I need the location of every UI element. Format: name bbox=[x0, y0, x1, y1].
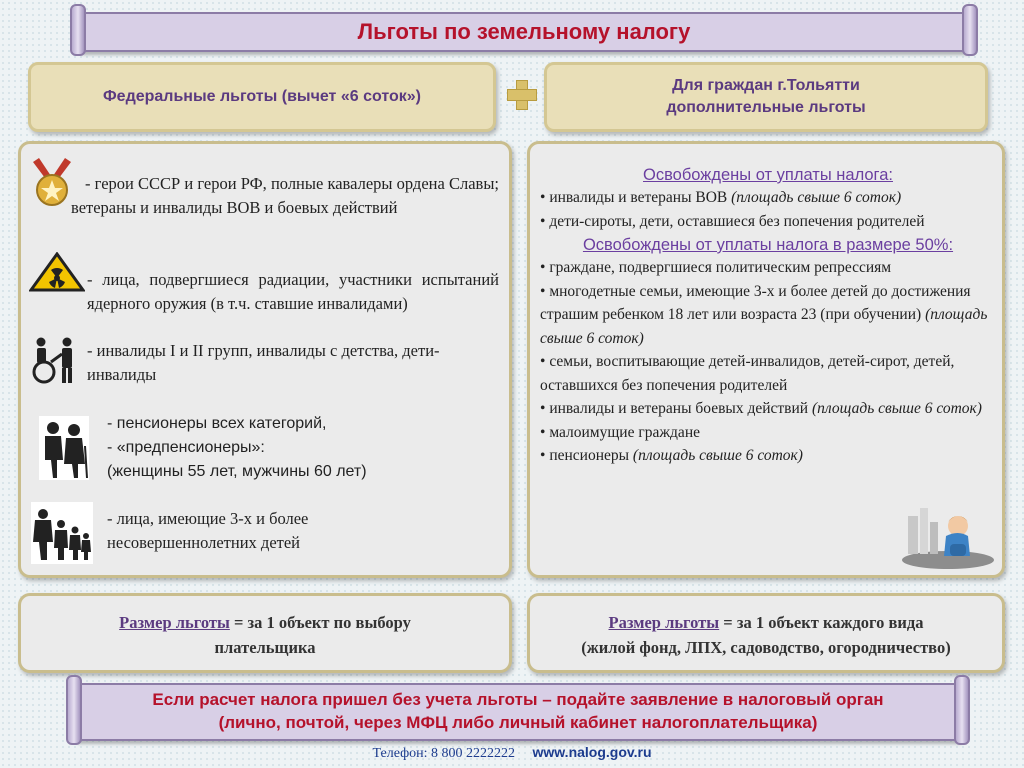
benefit-size-togliatti: Размер льготы = за 1 объект каждого вида (жилой фонд, ЛПХ, садоводство, огородничество) bbox=[527, 593, 1005, 673]
half-exempt-heading: Освобождены от уплаты налога в размере 50%: bbox=[582, 236, 954, 254]
pensioners-icon bbox=[39, 416, 89, 480]
wheelchair-icon bbox=[31, 336, 79, 384]
application-notice-banner bbox=[76, 683, 960, 741]
page-title: Льготы по земельному налогу bbox=[357, 19, 691, 44]
radiation-icon bbox=[29, 252, 85, 292]
list-item: • граждане, подвергшиеся политическим репрессиям bbox=[540, 256, 996, 280]
benefit-size-label: Размер льготы bbox=[119, 613, 230, 632]
federal-item-pensioners: - пенсионеры всех категорий, - «предпенсионеры»: (женщины 55 лет, мужчины 60 лет) bbox=[107, 415, 367, 480]
plus-icon bbox=[507, 80, 535, 108]
togliatti-header-line1: Для граждан г.Тольятти bbox=[672, 76, 860, 94]
federal-item-large-families: - лица, имеющие 3-х и более несовершеннолетних детей bbox=[107, 509, 309, 552]
list-item: • семьи, воспитывающие детей-инвалидов, детей-сирот, детей, оставшихся без попечения родителей bbox=[540, 350, 996, 397]
togliatti-benefits-panel bbox=[527, 141, 1005, 578]
list-item: • инвалиды и ветераны боевых действий (площадь свыше 6 соток) bbox=[540, 397, 996, 421]
federal-item-radiation: - лица, подвергшиеся радиации, участники испытаний ядерного оружия (в т.ч. ставшие инвалидами) bbox=[87, 270, 499, 313]
half-exempt-list bbox=[540, 256, 996, 468]
togliatti-header-line2: дополнительные льготы bbox=[666, 99, 866, 116]
list-item: • пенсионеры (площадь свыше 6 соток) bbox=[540, 444, 996, 468]
footer bbox=[0, 744, 1024, 762]
benefit-size-label: Размер льготы bbox=[608, 613, 720, 632]
federal-benefits-panel bbox=[18, 141, 512, 578]
federal-header-text: Федеральные льготы (вычет «6 соток») bbox=[103, 87, 421, 105]
website-link[interactable]: www.nalog.gov.ru bbox=[532, 744, 652, 760]
togliatti-benefits-header bbox=[544, 62, 988, 132]
list-item: • многодетные семьи, имеющие 3-х и более детей до достижения страшим ребенком 18 лет или возраста 23 (при обучении) (площадь свыше 6 соток) bbox=[540, 280, 996, 351]
notice-line2: (лично, почтой, через МФЦ либо личный кабинет налогоплательщика) bbox=[218, 713, 818, 732]
large-family-icon bbox=[31, 502, 93, 564]
medal-icon bbox=[31, 158, 73, 208]
list-item: • малоимущие граждане bbox=[540, 421, 996, 445]
notice-line1: Если расчет налога пришел без учета льготы – подайте заявление в налоговый орган bbox=[152, 690, 884, 710]
benefit-size-federal: Размер льготы = за 1 объект по выбору плательщика bbox=[18, 593, 512, 673]
child-illustration bbox=[900, 504, 996, 570]
list-item: • дети-сироты, дети, оставшиеся без попечения родителей bbox=[540, 210, 996, 234]
phone-number: Телефон: 8 800 2222222 bbox=[372, 746, 516, 761]
list-item: • инвалиды и ветераны ВОВ (площадь свыше 6 соток) bbox=[540, 186, 996, 210]
federal-item-disabled: - инвалиды I и II групп, инвалиды с детства, дети-инвалиды bbox=[87, 341, 440, 384]
federal-item-heroes: - герои СССР и герои РФ, полные кавалеры ордена Славы; ветераны и инвалиды ВОВ и боевых действий bbox=[71, 174, 499, 217]
exempt-heading: Освобождены от уплаты налога: bbox=[643, 166, 893, 184]
exempt-list bbox=[540, 186, 996, 233]
page-title-banner bbox=[80, 12, 968, 52]
federal-benefits-header bbox=[28, 62, 496, 132]
